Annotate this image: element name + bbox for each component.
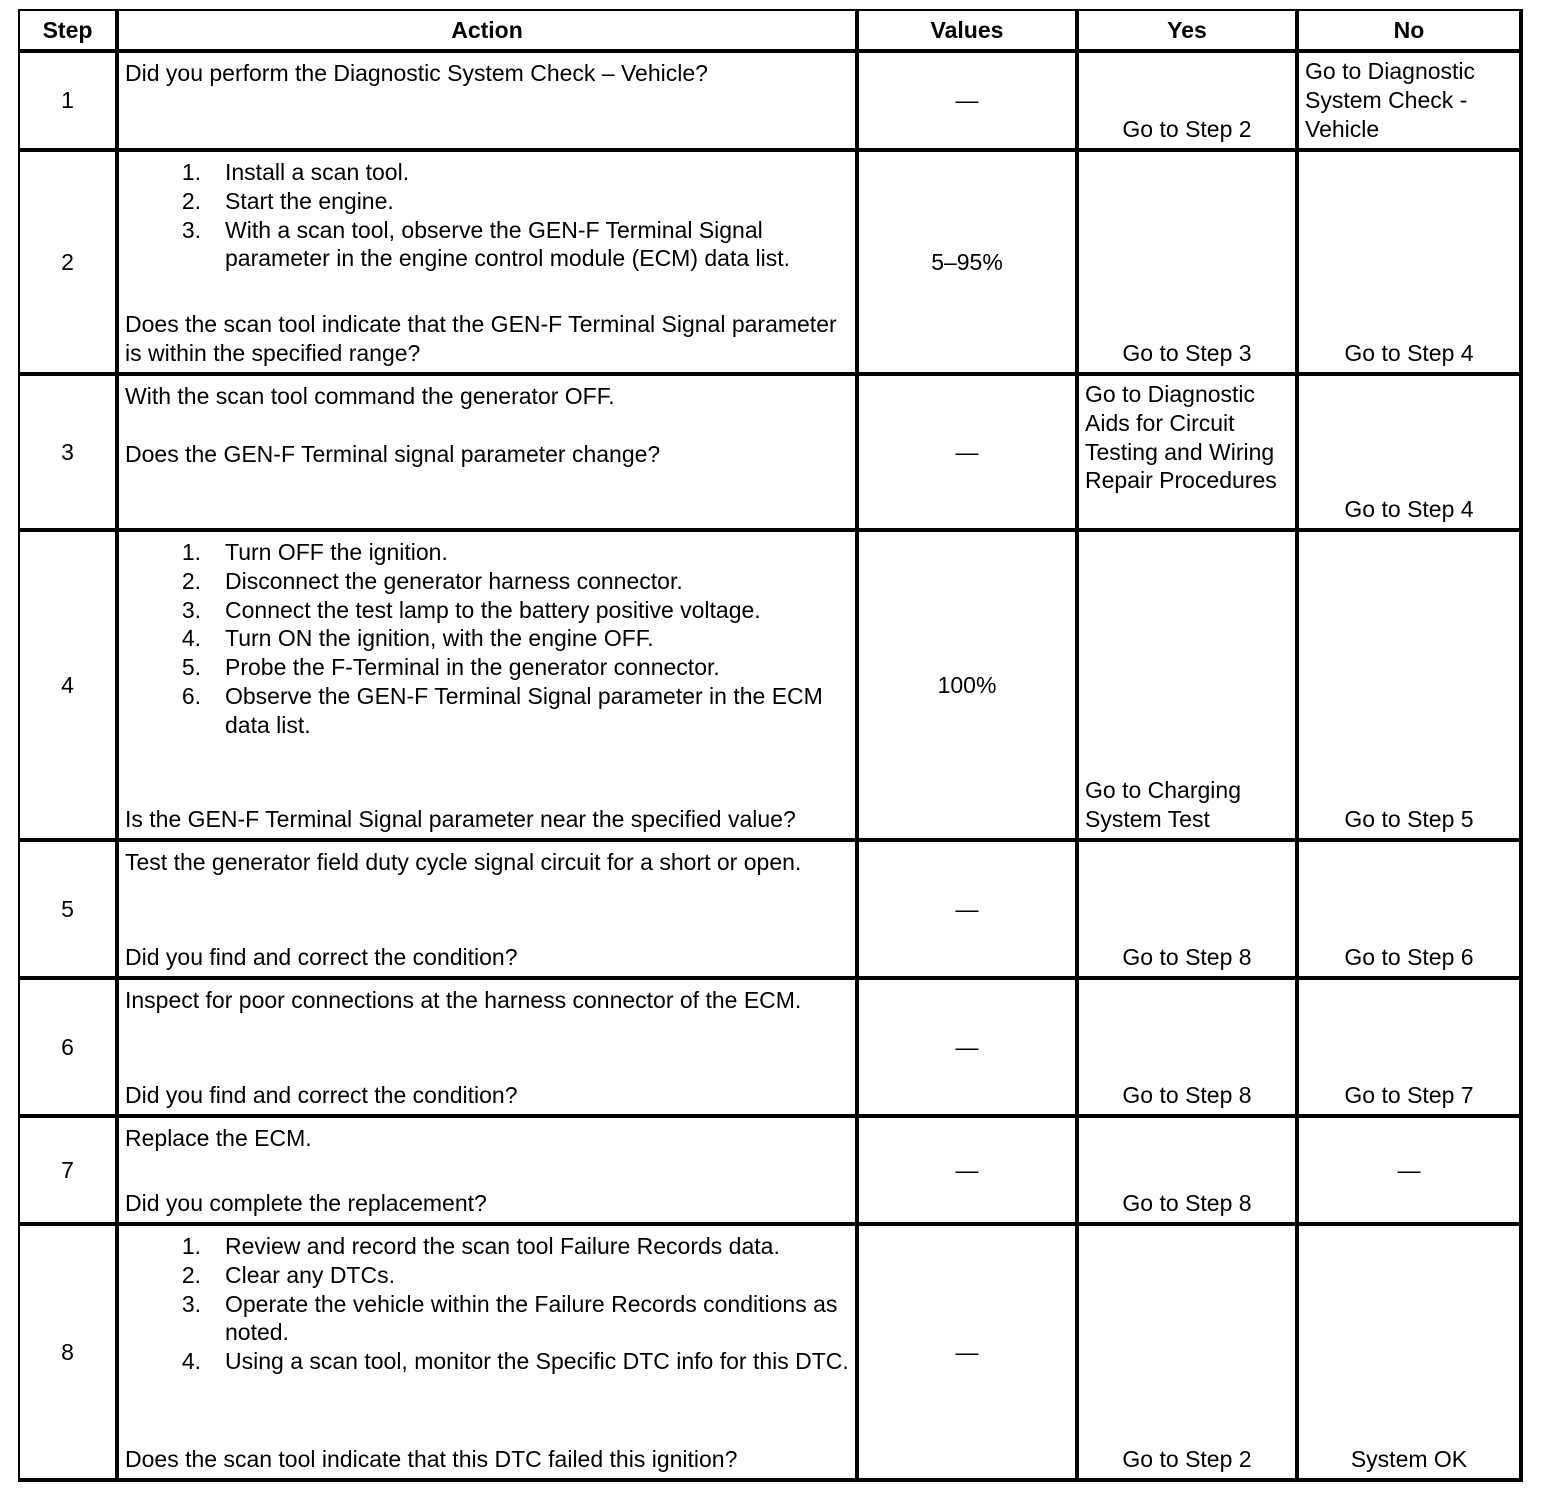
no-cell: System OK	[1299, 1226, 1523, 1482]
table-row	[20, 1226, 1523, 1482]
action-cell	[119, 152, 859, 376]
yes-cell: Go to Step 2	[1079, 1226, 1299, 1482]
list-item: 1. Turn OFF the ignition.	[181, 539, 448, 565]
yes-cell: Go to Step 8	[1079, 1118, 1299, 1226]
step-number: 4	[20, 532, 119, 842]
list-item: 1. Review and record the scan tool Failure Records data.	[181, 1233, 780, 1259]
action-cell	[119, 376, 859, 532]
header-row	[20, 11, 1523, 53]
list-item: 5. Probe the F-Terminal in the generator connector.	[181, 654, 720, 681]
list-item: 1. Install a scan tool.	[181, 159, 410, 185]
yes-cell: Go to Diagnostic Aids for Circuit Testing and Wiring Repair Procedures	[1079, 376, 1299, 532]
list-item: 4. Using a scan tool, monitor the Specific DTC info for this DTC.	[181, 1348, 849, 1375]
step-number: 6	[20, 980, 119, 1118]
no-cell: Go to Step 5	[1299, 532, 1523, 842]
no-cell: Go to Diagnostic System Check - Vehicle	[1299, 53, 1523, 152]
yes-cell: Go to Step 8	[1079, 980, 1299, 1118]
value-cell: —	[859, 1118, 1079, 1226]
action-question: Does the GEN-F Terminal signal parameter change?	[125, 440, 661, 467]
action-question: Did you find and correct the condition?	[125, 944, 518, 971]
no-cell: —	[1299, 1118, 1523, 1226]
header-no: No	[1299, 11, 1523, 53]
list-item: 2. Clear any DTCs.	[181, 1261, 395, 1288]
action-cell	[119, 532, 859, 842]
action-text: Did you perform the Diagnostic System Check – Vehicle?	[125, 60, 708, 86]
value-cell: 100%	[859, 532, 1079, 842]
diagnostic-table	[18, 9, 1523, 1482]
table-row	[20, 152, 1523, 376]
no-cell: Go to Step 6	[1299, 842, 1523, 980]
list-item: 3. Connect the test lamp to the battery positive voltage.	[181, 596, 761, 623]
action-text: With the scan tool command the generator OFF.	[125, 383, 615, 409]
action-question: Does the scan tool indicate that the GEN-F Terminal Signal parameter is within the specified range?	[125, 311, 837, 367]
action-cell	[119, 842, 859, 980]
yes-cell: Go to Charging System Test	[1079, 532, 1299, 842]
table-row	[20, 376, 1523, 532]
yes-cell: Go to Step 8	[1079, 842, 1299, 980]
table-row	[20, 1118, 1523, 1226]
action-question: Did you complete the replacement?	[125, 1190, 487, 1217]
list-item: 2. Start the engine.	[181, 187, 394, 214]
value-cell: —	[859, 1226, 1079, 1482]
list-item: 3. With a scan tool, observe the GEN-F Terminal Signal parameter in the engine control module (ECM) data list.	[181, 216, 791, 272]
step-number: 1	[20, 53, 119, 152]
header-step: Step	[20, 11, 119, 53]
no-cell: Go to Step 4	[1299, 152, 1523, 376]
action-question: Is the GEN-F Terminal Signal parameter near the specified value?	[125, 806, 796, 833]
header-values: Values	[859, 11, 1079, 53]
table-row	[20, 842, 1523, 980]
action-text: Inspect for poor connections at the harness connector of the ECM.	[125, 987, 802, 1013]
action-text: Replace the ECM.	[125, 1125, 312, 1151]
no-cell: Go to Step 4	[1299, 376, 1523, 532]
action-text: Test the generator field duty cycle signal circuit for a short or open.	[125, 849, 802, 875]
step-number: 5	[20, 842, 119, 980]
list-item: 3. Operate the vehicle within the Failure Records conditions as noted.	[181, 1290, 838, 1346]
action-cell	[119, 1118, 859, 1226]
value-cell: —	[859, 376, 1079, 532]
value-cell: —	[859, 53, 1079, 152]
value-cell: —	[859, 980, 1079, 1118]
action-question: Did you find and correct the condition?	[125, 1082, 518, 1109]
header-action: Action	[119, 11, 859, 53]
table-row	[20, 53, 1523, 152]
step-number: 2	[20, 152, 119, 376]
action-cell	[119, 1226, 859, 1482]
header-yes: Yes	[1079, 11, 1299, 53]
step-number: 3	[20, 376, 119, 532]
yes-cell: Go to Step 2	[1079, 53, 1299, 152]
step-number: 8	[20, 1226, 119, 1482]
value-cell: 5–95%	[859, 152, 1079, 376]
step-number: 7	[20, 1118, 119, 1226]
table-row	[20, 980, 1523, 1118]
action-question: Does the scan tool indicate that this DTC failed this ignition?	[125, 1446, 738, 1473]
action-steps	[125, 538, 849, 740]
yes-cell: Go to Step 3	[1079, 152, 1299, 376]
list-item: 2. Disconnect the generator harness connector.	[181, 567, 683, 594]
no-cell: Go to Step 7	[1299, 980, 1523, 1118]
action-steps	[125, 1232, 849, 1376]
action-steps	[125, 158, 849, 273]
list-item: 6. Observe the GEN-F Terminal Signal parameter in the ECM data list.	[181, 682, 823, 738]
list-item: 4. Turn ON the ignition, with the engine OFF.	[181, 625, 654, 652]
action-cell	[119, 980, 859, 1118]
action-cell	[119, 53, 859, 152]
table-row	[20, 532, 1523, 842]
value-cell: —	[859, 842, 1079, 980]
